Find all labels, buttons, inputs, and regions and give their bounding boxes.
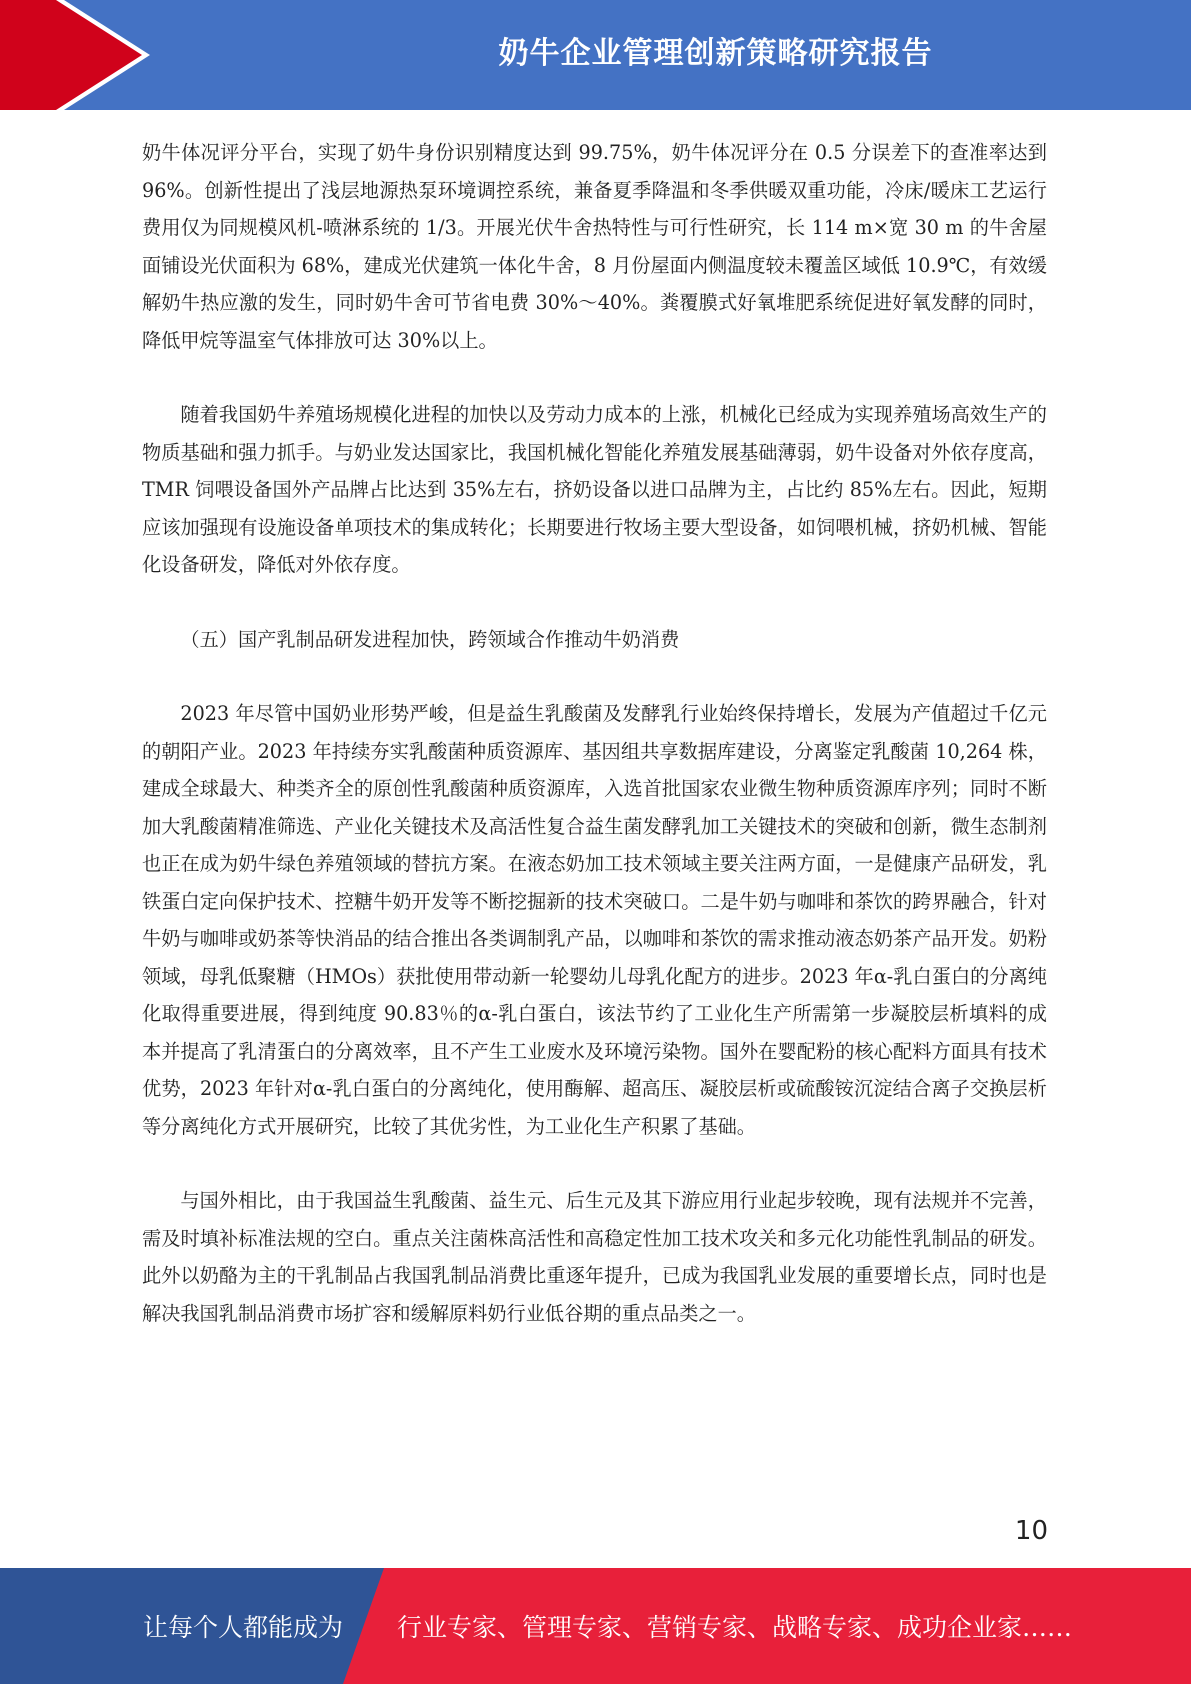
document-body [142,134,1047,1332]
header-title: 奶牛企业管理创新策略研究报告 [498,36,933,71]
paragraph-1: 奶牛体况评分平台，实现了奶牛身份识别精度达到 99.75%，奶牛体况评分在 0.5 分误差下的查准率达到 96%。创新性提出了浅层地源热泵环境调控系统，兼备夏季降温和冬季供暖双重功能，冷床/暖床工艺运行费用仅为同规模风机-喷淋系统的 1/3。开展光伏牛舍热特性与可行性研究，长 114 m×宽 30 m 的牛舍屋面铺设光伏面积为 68%，建成光伏建筑一体化牛舍，8 月份屋面内侧温度较未覆盖区域低 10.9℃，有效缓解奶牛热应激的发生，同时奶牛舍可节省电费 30%～40%。粪覆膜式好氧堆肥系统促进好氧发酵的同时，降低甲烷等温室气体排放可达 30%以上。 [142,141,1047,352]
page-header [0,0,1191,110]
footer-slogan-left: 让每个人都能成为 [143,1613,344,1642]
section-heading: （五）国产乳制品研发进程加快，跨领域合作推动牛奶消费 [180,627,680,651]
footer-slogan-right: 行业专家、管理专家、营销专家、战略专家、成功企业家…… [397,1613,1073,1642]
header-arrow [0,0,142,110]
page-footer [0,1568,1191,1684]
page-number: 10 [1014,1516,1048,1546]
paragraph-4: 与国外相比，由于我国益生乳酸菌、益生元、后生元及其下游应用行业起步较晚，现有法规并不完善，需及时填补标准法规的空白。重点关注菌株高活性和高稳定性加工技术攻关和多元化功能性乳制品的研发。此外以奶酪为主的干乳制品占我国乳制品消费比重逐年提升，已成为我国乳业发展的重要增长点，同时也是解决我国乳制品消费市场扩容和缓解原料奶行业低谷期的重点品类之一。 [142,1189,1047,1325]
paragraph-2: 随着我国奶牛养殖场规模化进程的加快以及劳动力成本的上涨，机械化已经成为实现养殖场高效生产的物质基础和强力抓手。与奶业发达国家比，我国机械化智能化养殖发展基础薄弱，奶牛设备对外依存度高，TMR 饲喂设备国外产品牌占比达到 35%左右，挤奶设备以进口品牌为主，占比约 85%左右。因此，短期应该加强现有设施设备单项技术的集成转化；长期要进行牧场主要大型设备，如饲喂机械，挤奶机械、智能化设备研发，降低对外依存度。 [142,403,1047,576]
paragraph-3: 2023 年尽管中国奶业形势严峻，但是益生乳酸菌及发酵乳行业始终保持增长，发展为产值超过千亿元的朝阳产业。2023 年持续夯实乳酸菌种质资源库、基因组共享数据库建设，分离鉴定乳酸菌 10,264 株，建成全球最大、种类齐全的原创性乳酸菌种质资源库，入选首批国家农业微生物种质资源库序列；同时不断加大乳酸菌精准筛选、产业化关键技术及高活性复合益生菌发酵乳加工关键技术的突破和创新，微生态制剂也正在成为奶牛绿色养殖领域的替抗方案。在液态奶加工技术领域主要关注两方面，一是健康产品研发，乳铁蛋白定向保护技术、控糖牛奶开发等不断挖掘新的技术突破口。二是牛奶与咖啡和茶饮的跨界融合，针对牛奶与咖啡或奶茶等快消品的结合推出各类调制乳产品，以咖啡和茶饮的需求推动液态奶茶产品开发。奶粉领域，母乳低聚糖（HMOs）获批使用带动新一轮婴幼儿母乳化配方的进步。2023 年α-乳白蛋白的分离纯化取得重要进展，得到纯度 90.83％的α-乳白蛋白，该法节约了工业化生产所需第一步凝胶层析填料的成本并提高了乳清蛋白的分离效率，且不产生工业废水及环境污染物。国外在婴配粉的核心配料方面具有技术优势，2023 年针对α-乳白蛋白的分离纯化，使用酶解、超高压、凝胶层析或硫酸铵沉淀结合离子交换层析等分离纯化方式开展研究，比较了其优劣性，为工业化生产积累了基础。 [142,702,1047,1138]
